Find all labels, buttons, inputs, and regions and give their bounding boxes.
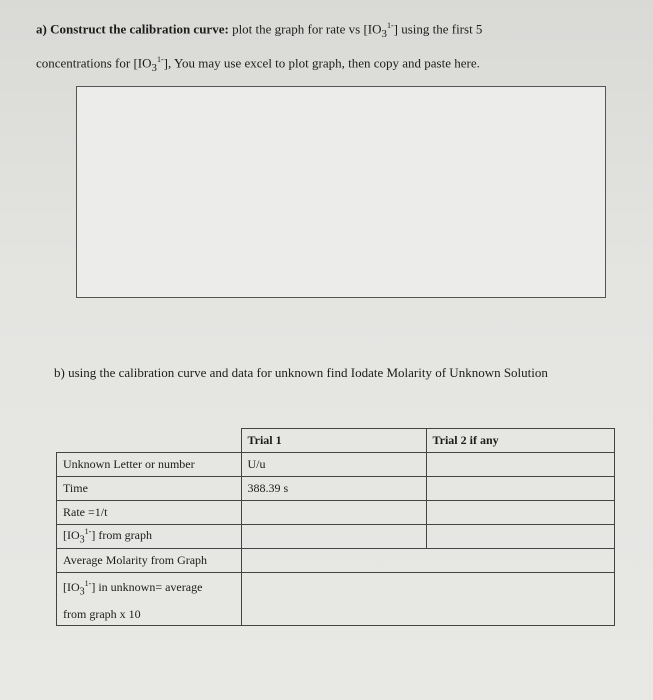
row-label-unknown-letter: Unknown Letter or number (57, 453, 242, 477)
row-label-avg-molarity: Average Molarity from Graph (57, 549, 242, 573)
cell-avg-molarity[interactable] (241, 549, 614, 573)
row-label-time: Time (57, 477, 242, 501)
cell-unknown-letter-trial2[interactable] (426, 453, 614, 477)
cell-io3-graph-trial1[interactable] (241, 525, 426, 549)
cell-unknown-letter-trial1[interactable]: U/u (241, 453, 426, 477)
graph-paste-area[interactable] (76, 86, 606, 298)
question-a-line1: a) Construct the calibration curve: plot the graph for rate vs $[IO_3^{1-}]$ using the first 5 (36, 21, 483, 40)
table-row (57, 501, 615, 525)
row-label-io3-graph: $[IO_3^{1-}]$ from graph (57, 525, 242, 549)
table-row (57, 573, 615, 626)
question-a-line2: concentrations for $[IO_3^{1-}]$, You may use excel to plot graph, then copy and paste here. (36, 54, 480, 74)
cell-time-trial1[interactable]: 388.39 s (241, 477, 426, 501)
cell-io3-graph-trial2[interactable] (426, 525, 614, 549)
table-header-row (57, 429, 615, 453)
cell-rate-trial2[interactable] (426, 501, 614, 525)
cell-time-trial2[interactable] (426, 477, 614, 501)
cell-io3-unknown[interactable] (241, 573, 614, 626)
header-trial2: Trial 2 if any (426, 429, 614, 453)
question-b: b) using the calibration curve and data for unknown find Iodate Molarity of Unknown Solution (54, 365, 548, 380)
row-label-rate: Rate =1/t (57, 501, 242, 525)
question-a (36, 16, 626, 78)
question-a-label: a) Construct the calibration curve: (36, 21, 229, 37)
table-row (57, 525, 615, 549)
table-row (57, 549, 615, 573)
table-row (57, 477, 615, 501)
cell-rate-trial1[interactable] (241, 501, 426, 525)
header-trial1: Trial 1 (241, 429, 426, 453)
row-label-io3-unknown: $[IO_3^{1-}]$ in unknown= average from graph x 10 (57, 573, 242, 626)
header-empty-cell (57, 429, 242, 453)
results-table (56, 428, 615, 626)
table-row (57, 453, 615, 477)
